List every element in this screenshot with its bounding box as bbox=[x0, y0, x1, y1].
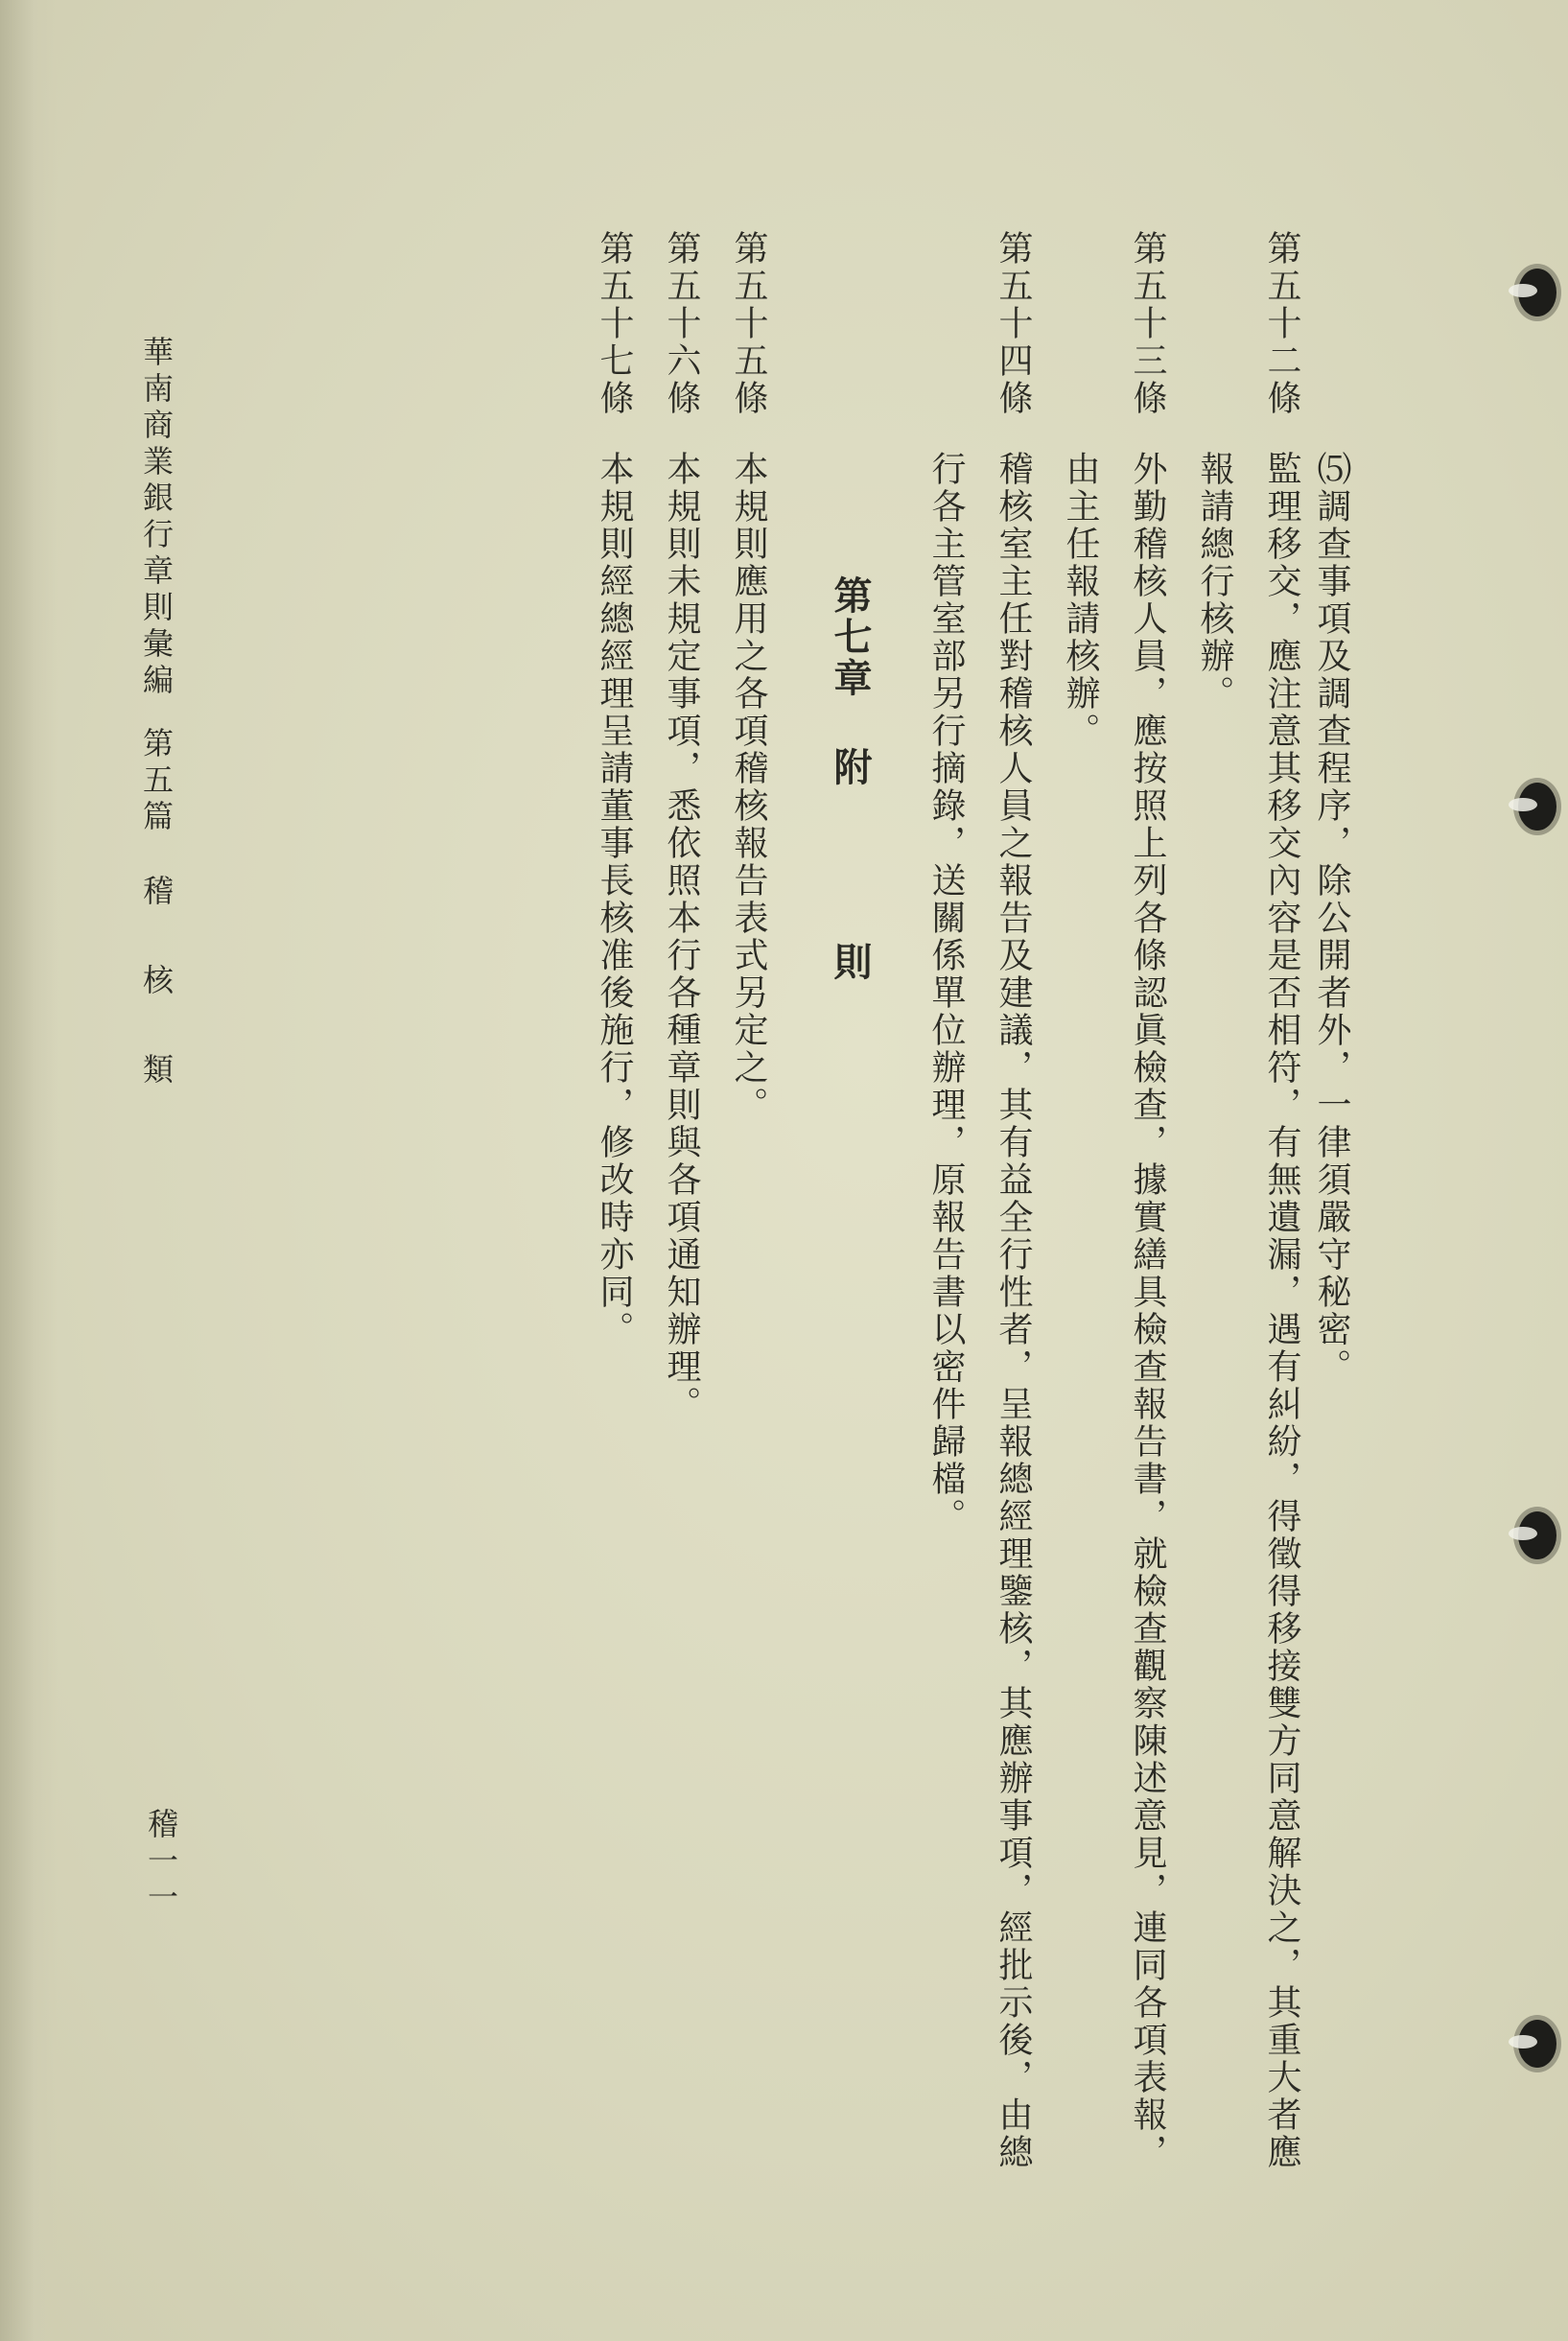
article-54-line-1: 稽核室主任對稽核人員之報告及建議，其有益全行性者，呈報總經理鑒核，其應辦事項，經批示後，由總 bbox=[994, 451, 1033, 2171]
article-57-label: 第五十七條 bbox=[595, 230, 634, 417]
part-label: 第五篇 bbox=[138, 727, 175, 836]
category-char-3: 類 bbox=[138, 1053, 175, 1089]
article-53-line-1: 外勤稽核人員，應按照上列各條認眞檢查，據實繕具檢查報告書，就檢查觀察陳述意見，連同各項表報， bbox=[1128, 451, 1167, 2171]
book-title: 華南商業銀行章則彙編 bbox=[138, 336, 175, 700]
article-56-label: 第五十六條 bbox=[662, 230, 701, 417]
category-char-1: 稽 bbox=[138, 875, 175, 911]
article-53-line-2: 由主任報請核辦。 bbox=[1061, 451, 1100, 750]
page-number: 稽一一 bbox=[143, 1808, 179, 1917]
article-53-label: 第五十三條 bbox=[1128, 230, 1167, 417]
article-52-line-2: 監理移交，應注意其移交內容是否相符，有無遺漏，遇有糾紛，得徵得移接雙方同意解決之，其重大者應 bbox=[1262, 451, 1301, 2171]
chapter-7-word-2: 則 bbox=[828, 942, 873, 983]
binding-hole-4 bbox=[1501, 2012, 1568, 2079]
article-56-text: 本規則未規定事項，悉依照本行各種章則與各項通知辦理。 bbox=[662, 451, 701, 1423]
article-55-text: 本規則應用之各項稽核報告表式另定之。 bbox=[729, 451, 768, 1124]
article-55-label: 第五十五條 bbox=[729, 230, 768, 417]
article-57-text: 本規則經總經理呈請董事長核准後施行，修改時亦同。 bbox=[595, 451, 634, 1348]
binding-hole-2 bbox=[1501, 775, 1568, 842]
article-52-line-1: ⑸調查事項及調查程序，除公開者外，一律須嚴守秘密。 bbox=[1312, 451, 1351, 1386]
chapter-7-heading bbox=[828, 575, 873, 983]
article-54-label: 第五十四條 bbox=[994, 230, 1033, 417]
page-gutter-shadow bbox=[0, 0, 58, 2341]
article-54-line-2: 行各主管室部另行摘錄，送關係單位辦理，原報告書以密件歸檔。 bbox=[926, 451, 966, 1535]
category-char-2: 核 bbox=[138, 964, 175, 1000]
article-52-line-3: 報請總行核辦。 bbox=[1195, 451, 1234, 713]
running-header bbox=[134, 336, 178, 1089]
chapter-7-prefix: 第七章 bbox=[828, 575, 873, 699]
article-52-label: 第五十二條 bbox=[1262, 230, 1301, 417]
chapter-7-word-1: 附 bbox=[828, 747, 873, 788]
binding-hole-3 bbox=[1501, 1504, 1568, 1571]
binding-hole-1 bbox=[1501, 261, 1568, 328]
